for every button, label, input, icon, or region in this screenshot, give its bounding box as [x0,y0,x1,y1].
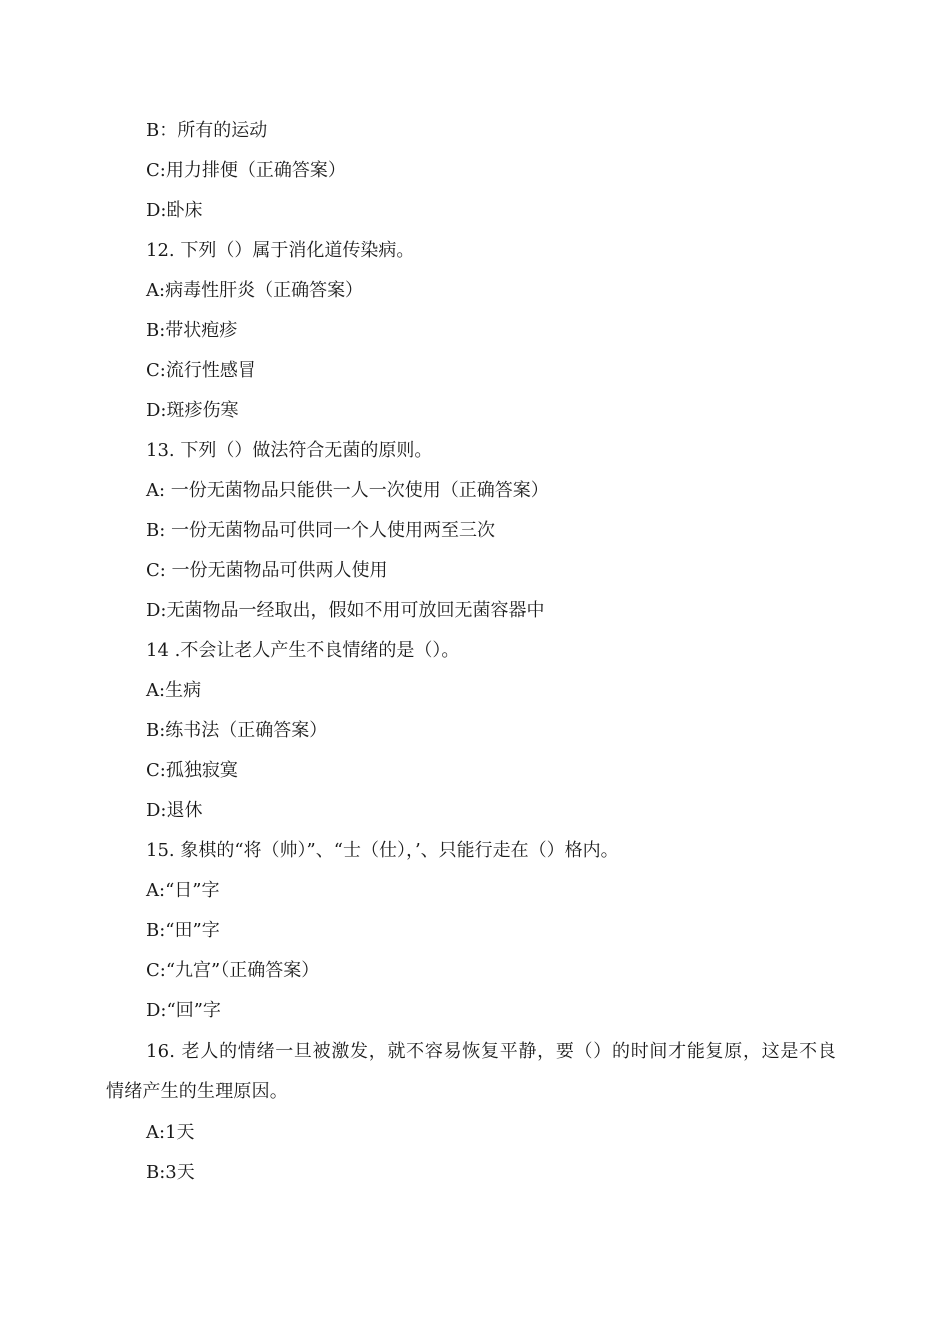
option-14-d: D:退休 [146,800,203,821]
option-12-c: C:流行性感冒 [146,360,256,381]
question-15: 15. 象棋的“将（帅）”、“士（仕），’、只能行走在（）格内。 [146,840,619,861]
option-12-d: D:斑疹伤寒 [146,400,239,421]
option-11-b: B：所有的运动 [146,120,268,141]
option-12-b: B:带状疱疹 [146,320,238,341]
option-15-c: C:“九宫”（正确答案） [146,960,320,981]
option-16-a: A:1天 [146,1122,195,1143]
option-14-c: C:孤独寂寞 [146,760,238,781]
question-16: 16. 老人的情绪一旦被激发，就不容易恢复平静，要（）的时间才能复原，这是不良情绪产生的生理原因。 [106,1041,836,1102]
option-13-d: D:无菌物品一经取出，假如不用可放回无菌容器中 [146,600,545,621]
option-15-d: D:“回”字 [146,1000,221,1021]
option-13-a: A: 一份无菌物品只能供一人一次使用（正确答案） [146,480,549,501]
option-11-d: D:卧床 [146,200,203,221]
option-14-a: A:生病 [146,680,202,701]
option-13-b: B: 一份无菌物品可供同一个人使用两至三次 [146,520,496,541]
option-15-a: A:“日”字 [146,880,220,901]
option-14-b: B:练书法（正确答案） [146,720,328,741]
option-11-c: C:用力排便（正确答案） [146,160,346,181]
question-12: 12. 下列（）属于消化道传染病。 [146,240,415,261]
option-16-b: B:3天 [146,1162,195,1183]
option-13-c: C: 一份无菌物品可供两人使用 [146,560,388,581]
option-15-b: B:“田”字 [146,920,220,941]
question-14: 14 .不会让老人产生不良情绪的是（）。 [146,640,460,661]
option-12-a: A:病毒性肝炎（正确答案） [146,280,364,301]
question-13: 13. 下列（）做法符合无菌的原则。 [146,440,433,461]
